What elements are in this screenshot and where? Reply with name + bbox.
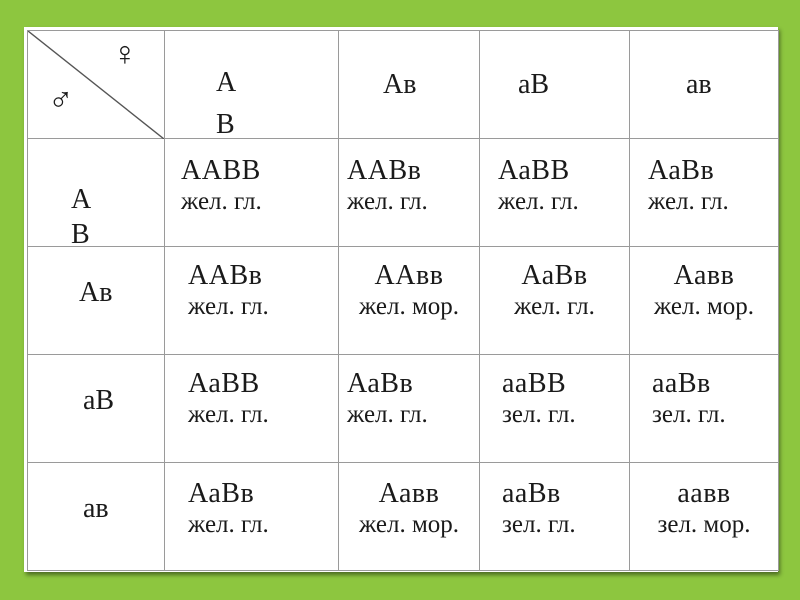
genotype: АаВв [347, 368, 414, 399]
genotype: АаВВ [188, 368, 260, 399]
offspring-cell [165, 247, 339, 355]
row-header-1-line1: А [71, 184, 92, 215]
phenotype: жел. гл. [514, 293, 595, 320]
phenotype: зел. гл. [502, 511, 576, 538]
genotype: ааВВ [502, 368, 567, 399]
phenotype: жел. гл. [347, 188, 428, 215]
phenotype: жел. гл. [188, 293, 269, 320]
genotype: ААвв [374, 260, 444, 291]
col-header-1-line2: В [216, 109, 235, 140]
row-header-1 [28, 139, 165, 250]
offspring-cell [339, 139, 480, 247]
phenotype: жел. мор. [358, 293, 460, 320]
genotype: Аавв [673, 260, 735, 291]
col-header-4-label: ав [686, 69, 712, 100]
genotype: ааВв [652, 368, 711, 399]
offspring-cell [480, 355, 630, 463]
offspring-cell [480, 139, 630, 247]
row-header-4 [28, 463, 165, 571]
header-row [28, 31, 779, 139]
row-header-2-label: Ав [79, 277, 113, 308]
offspring-cell [480, 247, 630, 355]
col-header-2 [339, 31, 480, 139]
offspring-cell [165, 463, 339, 571]
offspring-cell [339, 247, 480, 355]
table-row [28, 139, 779, 247]
offspring-cell [165, 139, 339, 247]
genotype: ААВв [347, 155, 422, 186]
table-row [28, 463, 779, 571]
female-symbol-icon: ♀ [112, 36, 138, 73]
offspring-cell [630, 247, 779, 355]
row-header-4-label: ав [83, 493, 109, 524]
phenotype: жел. гл. [347, 401, 428, 428]
offspring-cell [165, 355, 339, 463]
phenotype: жел. мор. [653, 293, 755, 320]
table-row [28, 247, 779, 355]
genotype: ААВв [188, 260, 263, 291]
offspring-cell [339, 355, 480, 463]
genotype: АаВв [188, 478, 255, 509]
offspring-cell [630, 463, 779, 571]
col-header-4 [630, 31, 779, 139]
phenotype: жел. гл. [181, 188, 262, 215]
genotype: АаВВ [498, 155, 570, 186]
male-symbol-icon: ♂ [48, 82, 74, 119]
offspring-cell [630, 139, 779, 247]
genotype: Аавв [378, 478, 440, 509]
genotype: ааВв [502, 478, 561, 509]
genotype: аавв [677, 478, 731, 509]
phenotype: жел. гл. [188, 511, 269, 538]
genotype: АаВв [648, 155, 715, 186]
col-header-3 [480, 31, 630, 139]
row-header-2 [28, 247, 165, 355]
table-row [28, 355, 779, 463]
col-header-3-label: аВ [518, 69, 550, 100]
genotype: ААВВ [181, 155, 261, 186]
punnett-square [27, 30, 779, 571]
phenotype: жел. гл. [648, 188, 729, 215]
col-header-1 [165, 31, 339, 139]
col-header-1-line1: А [216, 67, 237, 98]
offspring-cell [630, 355, 779, 463]
offspring-cell [339, 463, 480, 571]
phenotype: зел. гл. [652, 401, 726, 428]
phenotype: жел. гл. [498, 188, 579, 215]
genotype: АаВв [521, 260, 588, 291]
phenotype: жел. мор. [358, 511, 460, 538]
phenotype: зел. гл. [502, 401, 576, 428]
offspring-cell [480, 463, 630, 571]
phenotype: жел. гл. [188, 401, 269, 428]
phenotype: зел. мор. [657, 511, 751, 538]
corner-cell [28, 31, 165, 139]
row-header-1-line2: В [71, 219, 90, 250]
row-header-3-label: аВ [83, 385, 115, 416]
col-header-2-label: Ав [383, 69, 417, 100]
row-header-3 [28, 355, 165, 463]
